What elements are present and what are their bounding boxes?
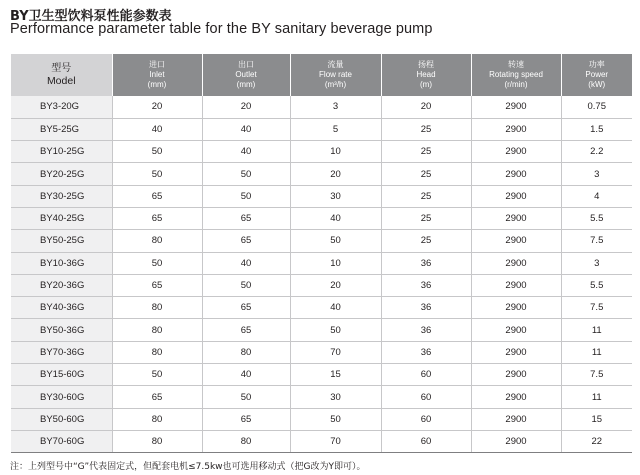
cell-inlet: 80 [112, 230, 202, 252]
table-row [11, 408, 632, 430]
cell-rotating-speed: 2900 [471, 364, 561, 386]
table-row [11, 118, 632, 140]
cell-outlet: 20 [202, 96, 290, 118]
header-label-en: Inlet [149, 70, 165, 79]
table-row [11, 163, 632, 185]
cell-power: 7.5 [561, 297, 632, 319]
cell-inlet: 80 [112, 297, 202, 319]
cell-power: 0.75 [561, 96, 632, 118]
cell-inlet: 50 [112, 364, 202, 386]
cell-inlet: 65 [112, 207, 202, 229]
cell-rotating-speed: 2900 [471, 230, 561, 252]
cell-power: 3 [561, 252, 632, 274]
cell-head: 60 [381, 364, 471, 386]
table-row [11, 207, 632, 229]
cell-model: BY3-20G [11, 96, 112, 118]
cell-outlet: 65 [202, 230, 290, 252]
cell-rotating-speed: 2900 [471, 207, 561, 229]
cell-outlet: 50 [202, 163, 290, 185]
cell-model: BY50-60G [11, 408, 112, 430]
cell-model: BY70-60G [11, 430, 112, 452]
cell-rotating-speed: 2900 [471, 185, 561, 207]
cell-power: 11 [561, 386, 632, 408]
header-label-cn: 功率 [588, 60, 605, 69]
header-label-cn: 流量 [327, 60, 344, 69]
cell-head: 25 [381, 230, 471, 252]
cell-flow-rate: 10 [290, 141, 381, 163]
cell-flow-rate: 50 [290, 230, 381, 252]
cell-rotating-speed: 2900 [471, 430, 561, 452]
cell-outlet: 65 [202, 297, 290, 319]
cell-inlet: 50 [112, 163, 202, 185]
cell-model: BY40-25G [11, 207, 112, 229]
cell-flow-rate: 20 [290, 163, 381, 185]
cell-flow-rate: 10 [290, 252, 381, 274]
table-row [11, 230, 632, 252]
header-label-cn: 进口 [149, 60, 165, 69]
cell-rotating-speed: 2900 [471, 141, 561, 163]
cell-head: 36 [381, 252, 471, 274]
cell-inlet: 80 [112, 319, 202, 341]
cell-flow-rate: 50 [290, 319, 381, 341]
cell-model: BY30-60G [11, 386, 112, 408]
cell-power: 15 [561, 408, 632, 430]
table-row [11, 341, 632, 363]
header-outlet [202, 54, 290, 96]
cell-flow-rate: 5 [290, 118, 381, 140]
table-row [11, 274, 632, 296]
cell-rotating-speed: 2900 [471, 274, 561, 296]
header-unit: (kW) [588, 80, 606, 89]
cell-power: 3 [561, 163, 632, 185]
cell-flow-rate: 20 [290, 274, 381, 296]
cell-inlet: 65 [112, 386, 202, 408]
header-inlet [112, 54, 202, 96]
cell-model: BY20-36G [11, 274, 112, 296]
cell-rotating-speed: 2900 [471, 341, 561, 363]
table-row [11, 364, 632, 386]
cell-head: 25 [381, 185, 471, 207]
header-label-cn: 转速 [508, 60, 524, 69]
cell-power: 7.5 [561, 230, 632, 252]
cell-rotating-speed: 2900 [471, 408, 561, 430]
cell-inlet: 40 [112, 118, 202, 140]
header-unit: (m³/h) [324, 80, 347, 89]
cell-power: 7.5 [561, 364, 632, 386]
cell-rotating-speed: 2900 [471, 96, 561, 118]
cell-outlet: 40 [202, 141, 290, 163]
cell-model: BY5-25G [11, 118, 112, 140]
cell-outlet: 50 [202, 185, 290, 207]
cell-flow-rate: 70 [290, 341, 381, 363]
parameter-table [11, 54, 632, 453]
cell-flow-rate: 70 [290, 430, 381, 452]
table-row [11, 297, 632, 319]
page-title-english: Performance parameter table for the BY sanitary beverage pump [10, 21, 433, 37]
cell-outlet: 65 [202, 408, 290, 430]
cell-flow-rate: 50 [290, 408, 381, 430]
cell-rotating-speed: 2900 [471, 386, 561, 408]
cell-model: BY50-36G [11, 319, 112, 341]
cell-flow-rate: 30 [290, 386, 381, 408]
cell-head: 20 [381, 96, 471, 118]
header-label-cn: 出口 [238, 60, 254, 69]
cell-model: BY70-36G [11, 341, 112, 363]
header-flow-rate [290, 54, 381, 96]
cell-rotating-speed: 2900 [471, 163, 561, 185]
cell-model: BY10-36G [11, 252, 112, 274]
footnote: 注：上列型号中“G”代表固定式，但配套电机≤7.5kw也可选用移动式（把G改为Y即可）。 [10, 462, 366, 472]
header-unit: (m) [420, 80, 432, 89]
header-label-en: Model [46, 74, 76, 87]
cell-flow-rate: 15 [290, 364, 381, 386]
table-row [11, 141, 632, 163]
cell-outlet: 50 [202, 274, 290, 296]
header-unit: (mm) [147, 80, 167, 89]
cell-power: 4 [561, 185, 632, 207]
cell-head: 36 [381, 274, 471, 296]
header-model [11, 54, 112, 96]
cell-head: 36 [381, 297, 471, 319]
cell-power: 11 [561, 341, 632, 363]
cell-flow-rate: 40 [290, 297, 381, 319]
cell-model: BY15-60G [11, 364, 112, 386]
page-title-chinese: BY卫生型饮料泵性能参数表 [10, 9, 172, 24]
header-unit: (mm) [236, 80, 256, 89]
cell-outlet: 40 [202, 118, 290, 140]
cell-outlet: 40 [202, 364, 290, 386]
cell-rotating-speed: 2900 [471, 118, 561, 140]
cell-model: BY40-36G [11, 297, 112, 319]
cell-power: 1.5 [561, 118, 632, 140]
header-label-cn: 扬程 [418, 60, 434, 69]
cell-rotating-speed: 2900 [471, 319, 561, 341]
cell-outlet: 65 [202, 319, 290, 341]
cell-inlet: 50 [112, 252, 202, 274]
cell-inlet: 80 [112, 408, 202, 430]
table-row [11, 430, 632, 452]
header-label-en: Power [585, 70, 609, 79]
cell-flow-rate: 3 [290, 96, 381, 118]
header-label-en: Rotating speed [489, 70, 543, 79]
cell-inlet: 65 [112, 274, 202, 296]
cell-head: 36 [381, 319, 471, 341]
table-body [11, 96, 632, 453]
header-label-en: Flow rate [319, 70, 352, 79]
table-row [11, 96, 632, 118]
table-row [11, 386, 632, 408]
cell-rotating-speed: 2900 [471, 297, 561, 319]
cell-inlet: 80 [112, 430, 202, 452]
header-rotating-speed [471, 54, 561, 96]
cell-model: BY30-25G [11, 185, 112, 207]
cell-inlet: 20 [112, 96, 202, 118]
header-power [561, 54, 632, 96]
cell-flow-rate: 30 [290, 185, 381, 207]
table-row [11, 319, 632, 341]
cell-outlet: 40 [202, 252, 290, 274]
cell-head: 25 [381, 118, 471, 140]
cell-inlet: 50 [112, 141, 202, 163]
cell-power: 5.5 [561, 274, 632, 296]
cell-power: 2.2 [561, 141, 632, 163]
cell-power: 5.5 [561, 207, 632, 229]
cell-head: 25 [381, 163, 471, 185]
cell-flow-rate: 40 [290, 207, 381, 229]
cell-rotating-speed: 2900 [471, 252, 561, 274]
cell-power: 11 [561, 319, 632, 341]
cell-outlet: 65 [202, 207, 290, 229]
cell-head: 25 [381, 207, 471, 229]
cell-head: 60 [381, 408, 471, 430]
cell-power: 22 [561, 430, 632, 452]
table-row [11, 185, 632, 207]
cell-outlet: 80 [202, 341, 290, 363]
cell-outlet: 50 [202, 386, 290, 408]
header-unit: (r/min) [504, 80, 528, 89]
header-head [381, 54, 471, 96]
cell-head: 60 [381, 430, 471, 452]
table-header-row [11, 54, 632, 96]
cell-inlet: 65 [112, 185, 202, 207]
cell-model: BY10-25G [11, 141, 112, 163]
cell-head: 36 [381, 341, 471, 363]
table-row [11, 252, 632, 274]
cell-head: 60 [381, 386, 471, 408]
header-label-en: Head [416, 70, 436, 79]
cell-head: 25 [381, 141, 471, 163]
cell-model: BY20-25G [11, 163, 112, 185]
cell-inlet: 80 [112, 341, 202, 363]
header-label-cn: 型号 [51, 62, 72, 74]
cell-outlet: 80 [202, 430, 290, 452]
header-label-en: Outlet [235, 70, 257, 79]
cell-model: BY50-25G [11, 230, 112, 252]
